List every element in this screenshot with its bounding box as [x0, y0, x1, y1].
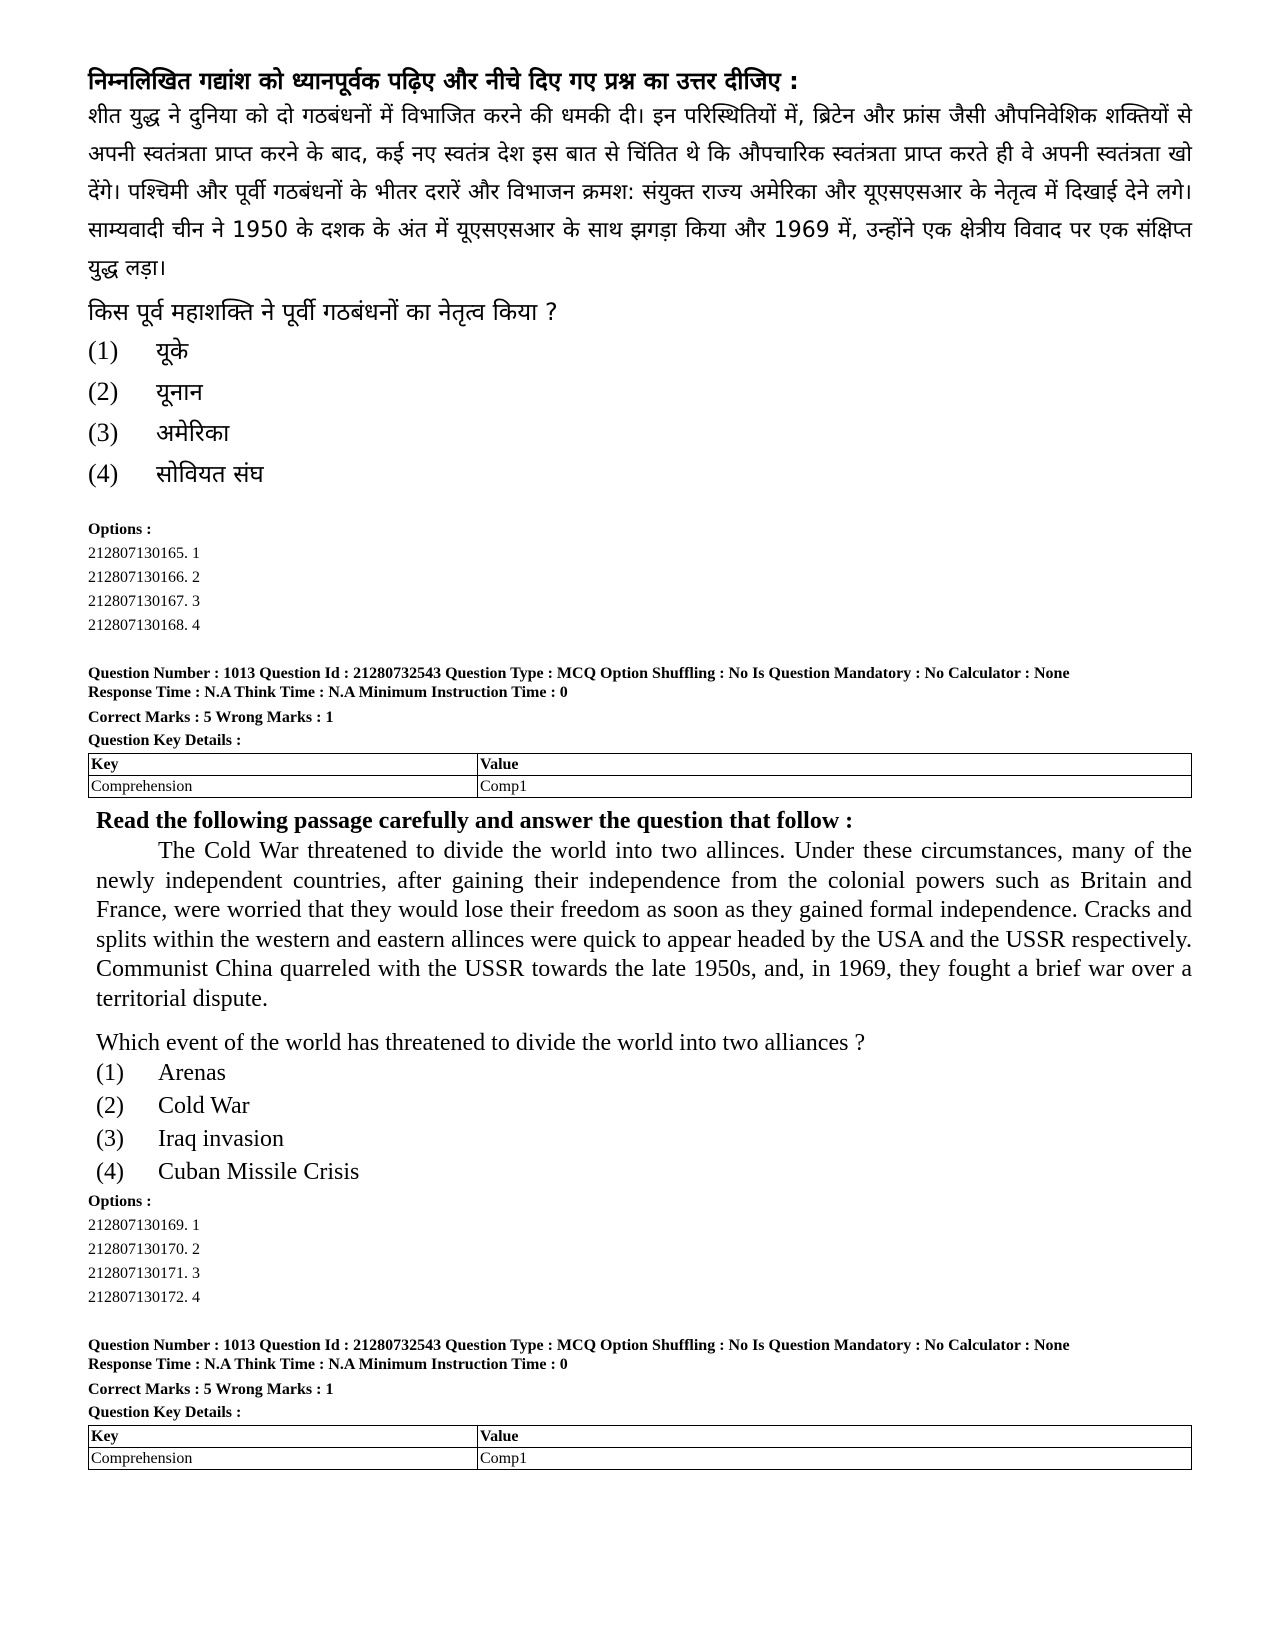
table-cell: Comp1 — [478, 1448, 1192, 1470]
table-cell: Comprehension — [89, 1448, 478, 1470]
question-meta-2 — [88, 1336, 1192, 1470]
option-text: Cuban Missile Crisis — [158, 1159, 360, 1185]
option-text: यूनान — [156, 378, 203, 406]
option-text: अमेरिका — [156, 419, 230, 447]
option-number: (2) — [88, 377, 119, 406]
option-number: (4) — [96, 1159, 124, 1185]
english-option — [88, 1159, 1192, 1192]
option-id: 212807130170. 2 — [88, 1241, 200, 1258]
key-value-table — [88, 753, 1192, 798]
option-number: (3) — [96, 1126, 124, 1152]
hindi-option — [88, 457, 1192, 498]
english-option — [88, 1126, 1192, 1159]
option-id: 212807130165. 1 — [88, 545, 200, 562]
table-cell: Comp1 — [478, 776, 1192, 798]
hindi-passage: शीत युद्ध ने दुनिया को दो गठबंधनों में विभाजित करने की धमकी दी। इन परिस्थितियों में, ब्रिटेन और फ्रांस जैसी औपनिवेशिक शक्तियों से अपनी स्वतंत्रता प्राप्त करने के बाद, कई नए स्वतंत्र देश इस बात से चिंतित थे कि औपचारिक स्वतंत्रता प्राप्त करते ही वे अपनी स्वतंत्रता खो देंगे। पश्चिमी और पूर्वी गठबंधनों के भीतर दरारें और विभाजन क्रमश: संयुक्त राज्य अमेरिका और यूएसएसआर के नेतृत्व में दिखाई देने लगे। साम्यवादी चीन ने 1950 के दशक के अंत में यूएसएसआर के साथ झगड़ा किया और 1969 में, उन्होंने एक क्षेत्रीय विवाद पर एक संक्षिप्त युद्ध लड़ा। — [88, 104, 1192, 281]
option-text: Arenas — [158, 1060, 226, 1086]
table-header-value: Value — [478, 1426, 1192, 1448]
english-passage: The Cold War threatened to divide the world into two allinces. Under these circumstances, many of the newly independent countries, after gaining their independence from the colonial powers such as Britain and France, were worried that they would lose their freedom as soon as they gained formal independence. Cracks and splits within the western and eastern allinces were quick to appear headed by the USA and the USSR respectively. Communist China quarreled with the USSR towards the late 1950s, and, in 1969, they fought a brief war over a territorial dispute. — [96, 838, 1192, 1012]
marks-line: Correct Marks : 5 Wrong Marks : 1 — [88, 709, 334, 726]
option-id: 212807130171. 3 — [88, 1265, 200, 1282]
options-label: Options : — [88, 521, 152, 538]
option-number: (1) — [96, 1060, 124, 1086]
english-option — [88, 1060, 1192, 1093]
table-header-key: Key — [89, 1426, 478, 1448]
question-meta-line: Question Number : 1013 Question Id : 21280732543 Question Type : MCQ Option Shuffling : No Is Question Mandatory : No Calculator : None — [88, 1337, 1070, 1354]
option-text: Cold War — [158, 1093, 250, 1119]
english-options-list — [88, 1060, 1192, 1192]
options-label: Options : — [88, 1193, 152, 1210]
hindi-options-list — [88, 334, 1192, 498]
table-header-key: Key — [89, 754, 478, 776]
english-question: Which event of the world has threatened to divide the world into two alliances ? — [96, 1030, 866, 1056]
table-row — [89, 754, 1192, 776]
table-row — [89, 1448, 1192, 1470]
hindi-section — [88, 64, 1192, 498]
option-number: (2) — [96, 1093, 124, 1119]
hindi-option — [88, 375, 1192, 416]
hindi-option — [88, 334, 1192, 375]
english-instruction: Read the following passage carefully and answer the question that follow : — [96, 808, 854, 834]
option-id: 212807130169. 1 — [88, 1217, 200, 1234]
question-meta-line: Response Time : N.A Think Time : N.A Minimum Instruction Time : 0 — [88, 1356, 568, 1373]
hindi-option — [88, 416, 1192, 457]
question-meta-line: Question Number : 1013 Question Id : 21280732543 Question Type : MCQ Option Shuffling : No Is Question Mandatory : No Calculator : None — [88, 665, 1070, 682]
question-meta-1 — [88, 664, 1192, 798]
option-id: 212807130167. 3 — [88, 593, 200, 610]
option-text: यूके — [156, 337, 189, 365]
option-id: 212807130168. 4 — [88, 617, 200, 634]
options-block-1 — [88, 518, 1192, 638]
hindi-question: किस पूर्व महाशक्ति ने पूर्वी गठबंधनों का नेतृत्व किया ? — [88, 298, 558, 326]
marks-line: Correct Marks : 5 Wrong Marks : 1 — [88, 1381, 334, 1398]
option-number: (3) — [88, 418, 119, 447]
key-details-label: Question Key Details : — [88, 1404, 242, 1421]
table-row — [89, 776, 1192, 798]
english-section — [88, 805, 1192, 1192]
options-block-2 — [88, 1190, 1192, 1310]
table-header-value: Value — [478, 754, 1192, 776]
option-id: 212807130166. 2 — [88, 569, 200, 586]
table-cell: Comprehension — [89, 776, 478, 798]
option-number: (4) — [88, 459, 119, 488]
option-text: Iraq invasion — [158, 1126, 284, 1152]
key-value-table — [88, 1425, 1192, 1470]
question-meta-line: Response Time : N.A Think Time : N.A Minimum Instruction Time : 0 — [88, 684, 568, 701]
table-row — [89, 1426, 1192, 1448]
key-details-label: Question Key Details : — [88, 732, 242, 749]
hindi-instruction: निम्नलिखित गद्यांश को ध्यानपूर्वक पढ़िए और नीचे दिए गए प्रश्न का उत्तर दीजिए : — [88, 67, 799, 95]
option-number: (1) — [88, 336, 119, 365]
english-passage-wrap — [88, 837, 1192, 1014]
option-id: 212807130172. 4 — [88, 1289, 200, 1306]
option-text: सोवियत संघ — [156, 460, 264, 488]
english-option — [88, 1093, 1192, 1126]
